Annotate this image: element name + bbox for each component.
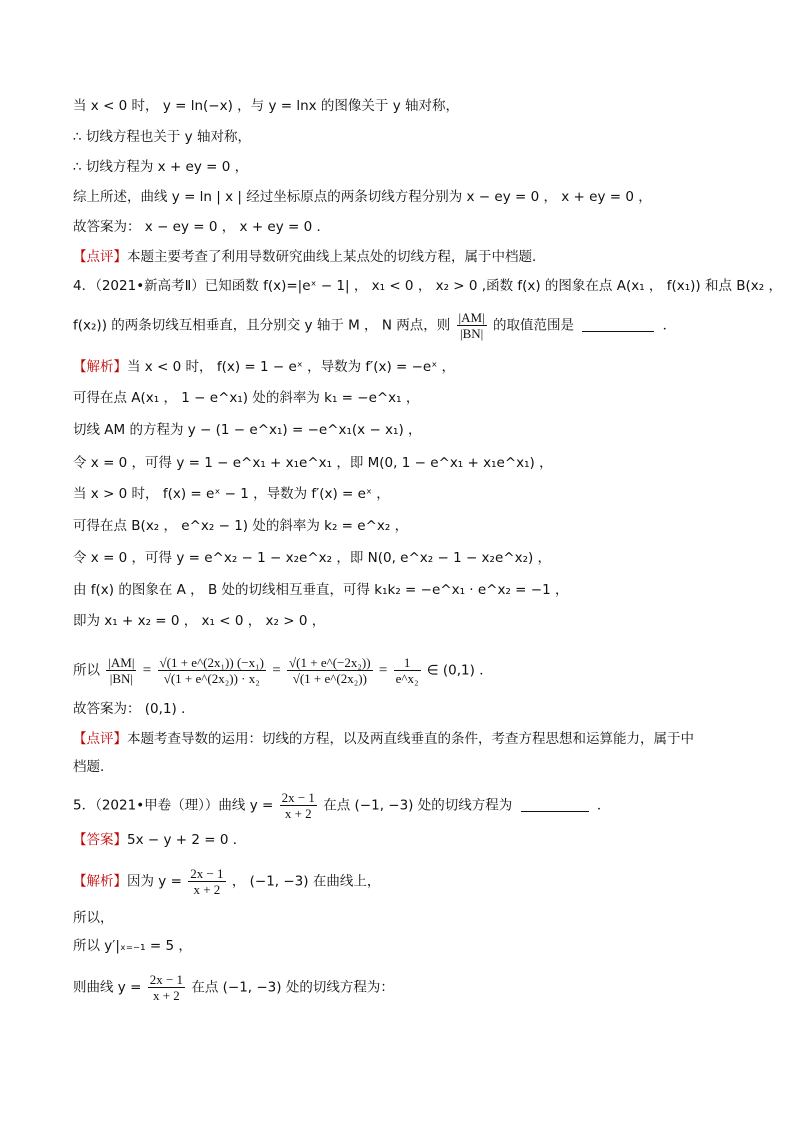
q5-analysis-line-1	[73, 866, 380, 897]
q5-curve-fraction	[280, 790, 317, 821]
step-suffix: ∈ (0,1) ．	[426, 662, 493, 679]
fraction-simplified	[287, 655, 373, 686]
q4-step-6: 可得在点 B(x₂ ， e^x₂ − 1) 处的斜率为 k₂ = e^x₂ ，	[73, 518, 409, 534]
q3-line-1: 当 x < 0 时， y = ln(−x) ，与 y = lnx 的图像关于 y 轴对称，	[73, 98, 459, 114]
q5-answer	[73, 830, 246, 850]
q4-stem-text-a: f(x₂)) 的两条切线互相垂直，且分别交 y 轴于 M ， N 两点，则	[73, 317, 451, 334]
q4-review-line-2: 档题．	[73, 759, 114, 775]
q3-line-3: ∴ 切线方程为 x + ey = 0 ，	[73, 159, 249, 175]
q4-step-7: 令 x = 0 ，可得 y = e^x₂ − 1 − x₂e^x₂ ，即 N(0, e^x₂ − 1 − x₂e^x₂) ，	[73, 550, 552, 566]
analysis-tag: 【解析】	[73, 359, 127, 375]
analysis-text-b: 在点 (−1, −3) 处的切线方程为：	[191, 979, 394, 996]
q3-line-2: ∴ 切线方程也关于 y 轴对称，	[73, 129, 251, 145]
q3-line-5: 故答案为： x − ey = 0 ， x + ey = 0 ．	[73, 219, 330, 235]
fraction-numerator: |AM|	[108, 655, 135, 670]
answer-blank	[582, 317, 654, 332]
fraction-denominator: e^x₂	[395, 671, 419, 686]
q4-step-4: 令 x = 0 ，可得 y = 1 − e^x₁ + x₁e^x₁ ，即 M(0, 1 − e^x₁ + x₁e^x₁) ，	[73, 455, 553, 471]
answer-blank	[521, 797, 589, 812]
analysis-text: 当 x < 0 时， f(x) = 1 − eˣ ，导数为 f′(x) = −eˣ ，	[127, 359, 456, 375]
fraction-denominator: √(1 + e^(2x₂))	[292, 671, 367, 686]
fraction-denominator: |BN|	[109, 671, 133, 686]
fraction-denominator: x + 2	[152, 988, 180, 1003]
q4-stem-line-1: 4．（2021•新高考Ⅱ）已知函数 f(x)=|eˣ − 1| ， x₁ < 0 ， x₂ > 0 ,函数 f(x) 的图象在点 A(x₁ ， f(x₁)) 和点 B(x₂ ，	[73, 278, 782, 294]
q3-line-4: 综上所述，曲线 y = ln | x | 经过坐标原点的两条切线方程分别为 x − ey = 0 ， x + ey = 0 ，	[73, 189, 652, 205]
fraction-numerator: 2x − 1	[190, 866, 224, 881]
fraction-denominator: √(1 + e^(2x₂)) · x₂	[163, 671, 260, 686]
answer-tag: 【答案】	[73, 832, 127, 848]
fraction-denominator: x + 2	[284, 806, 312, 821]
q4-step-5: 当 x > 0 时， f(x) = eˣ − 1 ，导数为 f′(x) = eˣ ，	[73, 486, 390, 502]
answer-text: 5x − y + 2 = 0 ．	[127, 832, 247, 848]
q4-step-3: 切线 AM 的方程为 y − (1 − e^x₁) = −e^x₁(x − x₁) ，	[73, 422, 422, 438]
q4-review-line-1	[73, 729, 694, 749]
q5-stem-text-c: ．	[596, 797, 611, 814]
q5-stem-text-a: 5．（2021•甲卷（理））曲线 y =	[73, 797, 274, 814]
fraction-am-bn	[106, 655, 136, 686]
analysis-text-a: 则曲线 y =	[73, 979, 142, 996]
fraction-numerator: 1	[394, 655, 421, 671]
q5-stem-text-b: 在点 (−1, −3) 处的切线方程为	[323, 797, 513, 814]
fraction-expanded	[158, 655, 266, 686]
q4-analysis-line-1	[73, 357, 455, 377]
fraction-result	[394, 655, 421, 686]
q5-analysis-fraction	[188, 866, 225, 897]
fraction-numerator: 2x − 1	[281, 790, 315, 805]
fraction-denominator: |BN|	[459, 326, 484, 341]
q4-stem-text-c: ．	[662, 317, 677, 334]
q5-stem	[73, 790, 610, 821]
review-text: 本题考查导数的运用：切线的方程，以及两直线垂直的条件，考查方程思想和运算能力，属于中	[127, 731, 694, 747]
q5-analysis-line-3: 所以 y′|ₓ₌₋₁ = 5 ，	[73, 938, 192, 954]
fraction-numerator: √(1 + e^(−2x₂))	[289, 655, 371, 670]
fraction-numerator: |AM|	[458, 310, 485, 325]
analysis-tag: 【解析】	[73, 873, 127, 890]
review-tag: 【点评】	[73, 731, 127, 747]
q4-step-2: 可得在点 A(x₁ ， 1 − e^x₁) 处的斜率为 k₁ = −e^x₁ ，	[73, 390, 420, 406]
q5-analysis-line-4	[73, 972, 394, 1003]
fraction-numerator: √(1 + e^(2x₁)) (−x₁)	[159, 655, 264, 670]
q4-step-8: 由 f(x) 的图象在 A ， B 处的切线相互垂直，可得 k₁k₂ = −e^x₁ · e^x₂ = −1 ，	[73, 582, 569, 598]
q4-stem-text-b: 的取值范围是	[492, 317, 574, 334]
review-text: 本题主要考查了利用导数研究曲线上某点处的切线方程，属于中档题．	[127, 249, 546, 265]
q4-stem-line-2	[73, 310, 676, 341]
analysis-text-b: ， (−1, −3) 在曲线上，	[231, 873, 381, 890]
q3-review	[73, 247, 546, 267]
q4-answer: 故答案为： (0,1) ．	[73, 701, 195, 717]
fraction-denominator: x + 2	[193, 882, 221, 897]
review-tag: 【点评】	[73, 249, 127, 265]
q4-ratio-fraction	[457, 310, 487, 341]
step-prefix: 所以	[73, 662, 100, 679]
fraction-numerator: 2x − 1	[149, 972, 184, 987]
q5-analysis-line-2: 所以，	[73, 910, 114, 926]
q5-curve-fraction-2	[148, 972, 185, 1003]
q4-step-10: 所以 $\frac{|AM|}{|BN|}$ = $\frac{\text{√(1 + e\textasciicircum{}(2x₁)) (−x₁)}}{\text{√(1 + e\textasciicircum{}(2x₂)) · x₂}}$ = $\frac{\text{√(1 + e\textasciicircum{}(−2x₂))}}{\text{√(1 + e\textasciicircum{}(2x₂))}}$ = $\frac{1}{\text{e\textasciicircum{}x₂}}$ ∈ (0,1) ．	[73, 655, 493, 686]
analysis-text-a: 因为 y =	[127, 873, 182, 890]
q4-step-9: 即为 x₁ + x₂ = 0 ， x₁ < 0 ， x₂ > 0 ，	[73, 613, 326, 629]
